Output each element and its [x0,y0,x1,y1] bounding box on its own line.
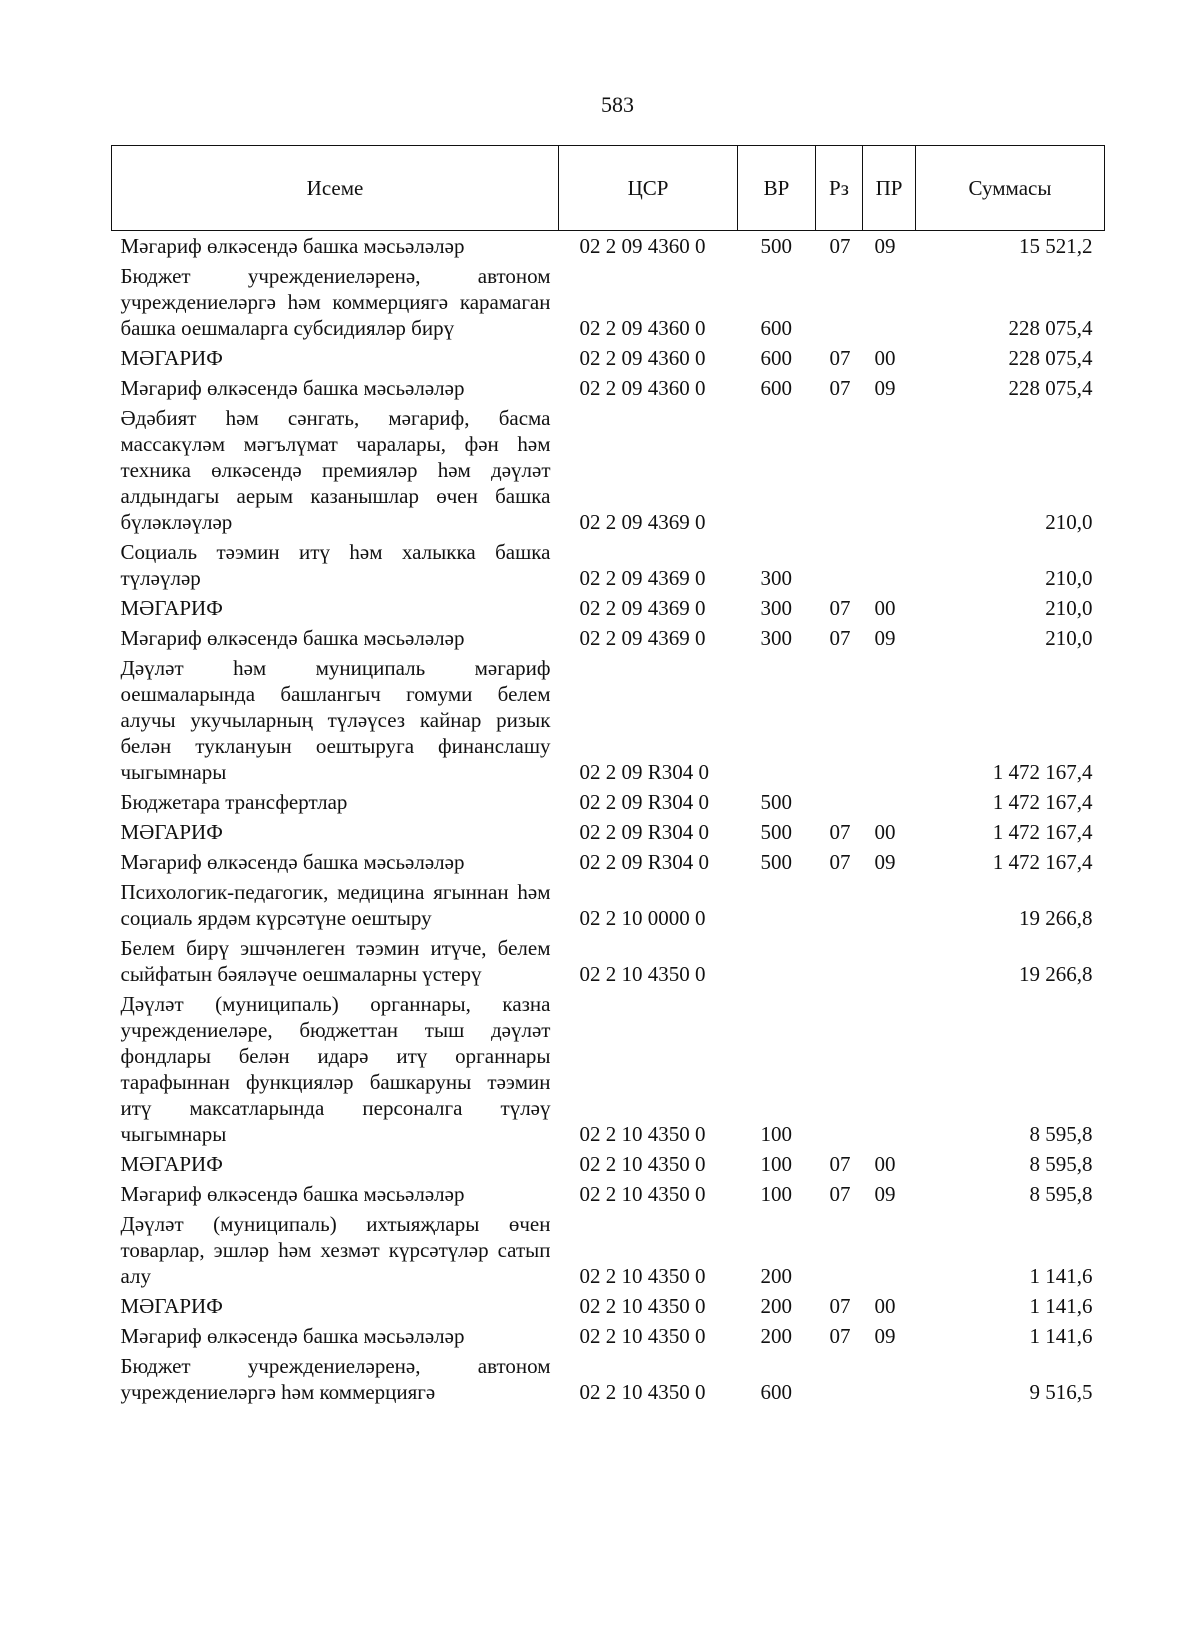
table-row [112,877,1105,933]
cell-rz: 07 [829,234,851,258]
cell-name: Бюджет учреждениеләренә, автоном учреждениеләргә һәм коммерциягә карамаган башка оешмаларга субсидияләр бирү [120,264,551,340]
cell-vr: 600 [760,376,792,400]
table-row [112,1321,1105,1351]
cell-vr: 600 [760,1380,792,1404]
cell-vr: 500 [760,234,792,258]
cell-sum: 228 075,4 [1008,346,1093,370]
cell-pr [863,787,916,817]
cell-pr: 00 [874,1152,896,1176]
cell-rz [816,1209,863,1291]
cell-vr: 300 [760,596,792,620]
cell-sum: 8 595,8 [1029,1182,1093,1206]
table-row [112,817,1105,847]
table-row [112,1351,1105,1407]
cell-sum: 1 141,6 [1029,1294,1093,1318]
cell-sum: 210,0 [1045,510,1093,534]
cell-vr: 200 [760,1264,792,1288]
cell-vr: 100 [760,1122,792,1146]
cell-sum: 1 141,6 [1029,1264,1093,1288]
cell-csr: 02 2 10 4350 0 [579,1152,706,1176]
cell-sum: 19 266,8 [1019,906,1093,930]
header-sum: Суммасы [916,146,1105,231]
page-number: 583 [601,92,634,117]
header-rz: Рз [816,146,863,231]
cell-rz [816,1351,863,1407]
table-row [112,989,1105,1149]
table-row [112,653,1105,787]
cell-name: МӘГАРИФ [120,1152,223,1176]
table-row [112,373,1105,403]
cell-rz: 07 [829,1152,851,1176]
table-row [112,933,1105,989]
cell-name: Белем бирү эшчәнлеген тәэмин итүче, белем сыйфатын бәяләүче оешмаларны үстерү [120,936,551,986]
cell-vr: 300 [760,566,792,590]
cell-pr: 09 [874,850,896,874]
header-pr: ПР [863,146,916,231]
cell-csr: 02 2 10 4350 0 [579,962,706,986]
cell-pr [863,877,916,933]
table-body [112,231,1105,1408]
cell-csr: 02 2 09 R304 0 [579,760,710,784]
cell-pr: 09 [874,1324,896,1348]
cell-sum: 15 521,2 [1019,234,1093,258]
cell-csr: 02 2 09 4369 0 [579,626,706,650]
cell-name: Мәгариф өлкәсендә башка мәсьәләләр [120,1324,465,1348]
cell-name: Мәгариф өлкәсендә башка мәсьәләләр [120,376,465,400]
cell-pr [863,933,916,989]
cell-vr: 600 [760,316,792,340]
cell-pr: 00 [874,596,896,620]
table-row [112,231,1105,262]
cell-name: Бюджетара трансфертлар [120,790,348,814]
cell-rz: 07 [829,1182,851,1206]
cell-rz: 07 [829,596,851,620]
cell-sum: 1 141,6 [1029,1324,1093,1348]
cell-rz: 07 [829,626,851,650]
cell-vr: 300 [760,626,792,650]
table-row [112,261,1105,343]
cell-name: Мәгариф өлкәсендә башка мәсьәләләр [120,626,465,650]
table-header [112,146,1105,231]
cell-vr: 500 [760,790,792,814]
cell-vr [738,403,816,537]
cell-csr: 02 2 10 4350 0 [579,1380,706,1404]
cell-rz [816,877,863,933]
cell-csr: 02 2 09 4360 0 [579,316,706,340]
cell-sum: 1 472 167,4 [992,790,1093,814]
cell-csr: 02 2 09 R304 0 [579,850,710,874]
cell-name: Мәгариф өлкәсендә башка мәсьәләләр [120,1182,465,1206]
cell-pr [863,1209,916,1291]
cell-vr: 200 [760,1324,792,1348]
table-row [112,593,1105,623]
cell-name: МӘГАРИФ [120,1294,223,1318]
cell-vr: 500 [760,820,792,844]
cell-vr [738,933,816,989]
cell-name: Әдәбият һәм сәнгать, мәгариф, басма массакүләм мәгълүмат чаралары, фән һәм техника өлкәсендә премияләр һәм дәүләт алдындагы аерым казанышлар өчен башка бүләкләүләр [120,406,551,534]
table-row [112,847,1105,877]
cell-rz: 07 [829,1294,851,1318]
cell-name: Мәгариф өлкәсендә башка мәсьәләләр [120,850,465,874]
cell-vr [738,877,816,933]
cell-pr [863,261,916,343]
cell-sum: 1 472 167,4 [992,760,1093,784]
cell-csr: 02 2 09 4360 0 [579,376,706,400]
cell-sum: 8 595,8 [1029,1152,1093,1176]
header-csr: ЦСР [559,146,738,231]
cell-vr: 200 [760,1294,792,1318]
cell-csr: 02 2 09 R304 0 [579,790,710,814]
cell-csr: 02 2 10 4350 0 [579,1324,706,1348]
cell-name: Психологик-педагогик, медицина ягыннан һәм социаль ярдәм күрсәтүне оештыру [120,880,551,930]
cell-csr: 02 2 10 4350 0 [579,1294,706,1318]
cell-pr: 00 [874,1294,896,1318]
cell-name: Дәүләт һәм муниципаль мәгариф оешмаларында башлангыч гомуми белем алучы укучыларның түләүсез кайнар ризык белән туклануын оештыруга финанслашу чыгымнары [120,656,551,784]
cell-sum: 210,0 [1045,566,1093,590]
cell-sum: 210,0 [1045,596,1093,620]
cell-pr [863,653,916,787]
cell-csr: 02 2 09 4369 0 [579,510,706,534]
cell-sum: 210,0 [1045,626,1093,650]
cell-vr: 600 [760,346,792,370]
cell-pr: 09 [874,1182,896,1206]
cell-name: МӘГАРИФ [120,596,223,620]
cell-rz [816,537,863,593]
table-row [112,623,1105,653]
cell-vr: 100 [760,1152,792,1176]
budget-table [111,145,1105,1407]
cell-csr: 02 2 09 4369 0 [579,596,706,620]
cell-pr [863,1351,916,1407]
cell-csr: 02 2 09 4360 0 [579,346,706,370]
cell-sum: 19 266,8 [1019,962,1093,986]
table-row [112,1291,1105,1321]
cell-sum: 228 075,4 [1008,376,1093,400]
cell-name: МӘГАРИФ [120,346,223,370]
cell-csr: 02 2 09 4360 0 [579,234,706,258]
cell-rz: 07 [829,850,851,874]
header-vr: ВР [738,146,816,231]
cell-pr [863,403,916,537]
header-name: Исеме [112,146,559,231]
cell-name: Дәүләт (муниципаль) ихтыяҗлары өчен товарлар, эшләр һәм хезмәт күрсәтүләр сатып алу [120,1212,551,1288]
cell-vr: 500 [760,850,792,874]
table-row [112,1179,1105,1209]
cell-sum: 1 472 167,4 [992,820,1093,844]
cell-rz: 07 [829,376,851,400]
cell-name: МӘГАРИФ [120,820,223,844]
cell-rz [816,653,863,787]
cell-pr: 09 [874,376,896,400]
cell-csr: 02 2 10 4350 0 [579,1182,706,1206]
cell-rz [816,787,863,817]
cell-csr: 02 2 10 0000 0 [579,906,706,930]
cell-pr [863,537,916,593]
cell-sum: 8 595,8 [1029,1122,1093,1146]
cell-rz [816,933,863,989]
cell-rz: 07 [829,1324,851,1348]
table-row [112,537,1105,593]
cell-csr: 02 2 10 4350 0 [579,1264,706,1288]
cell-vr [738,653,816,787]
table-row [112,1149,1105,1179]
table-row [112,1209,1105,1291]
cell-rz: 07 [829,820,851,844]
cell-csr: 02 2 09 4369 0 [579,566,706,590]
cell-rz [816,403,863,537]
cell-name: Бюджет учреждениеләренә, автоном учреждениеләргә һәм коммерциягә [120,1354,551,1404]
cell-csr: 02 2 09 R304 0 [579,820,710,844]
cell-rz [816,261,863,343]
cell-pr: 00 [874,820,896,844]
cell-sum: 1 472 167,4 [992,850,1093,874]
table-row [112,787,1105,817]
cell-csr: 02 2 10 4350 0 [579,1122,706,1146]
cell-name: Социаль тәэмин итү һәм халыкка башка түләүләр [120,540,551,590]
cell-pr: 09 [874,234,896,258]
cell-name: Мәгариф өлкәсендә башка мәсьәләләр [120,234,465,258]
cell-sum: 9 516,5 [1029,1380,1093,1404]
cell-pr: 00 [874,346,896,370]
cell-name: Дәүләт (муниципаль) органнары, казна учреждениеләре, бюджеттан тыш дәүләт фондлары белән идарә итү органнары тарафыннан функцияләр башкаруны тәэмин итү максатларында персоналга түләү чыгымнары [120,992,551,1146]
cell-rz: 07 [829,346,851,370]
cell-vr: 100 [760,1182,792,1206]
cell-rz [816,989,863,1149]
table-row [112,343,1105,373]
cell-sum: 228 075,4 [1008,316,1093,340]
cell-pr: 09 [874,626,896,650]
cell-pr [863,989,916,1149]
table-row [112,403,1105,537]
